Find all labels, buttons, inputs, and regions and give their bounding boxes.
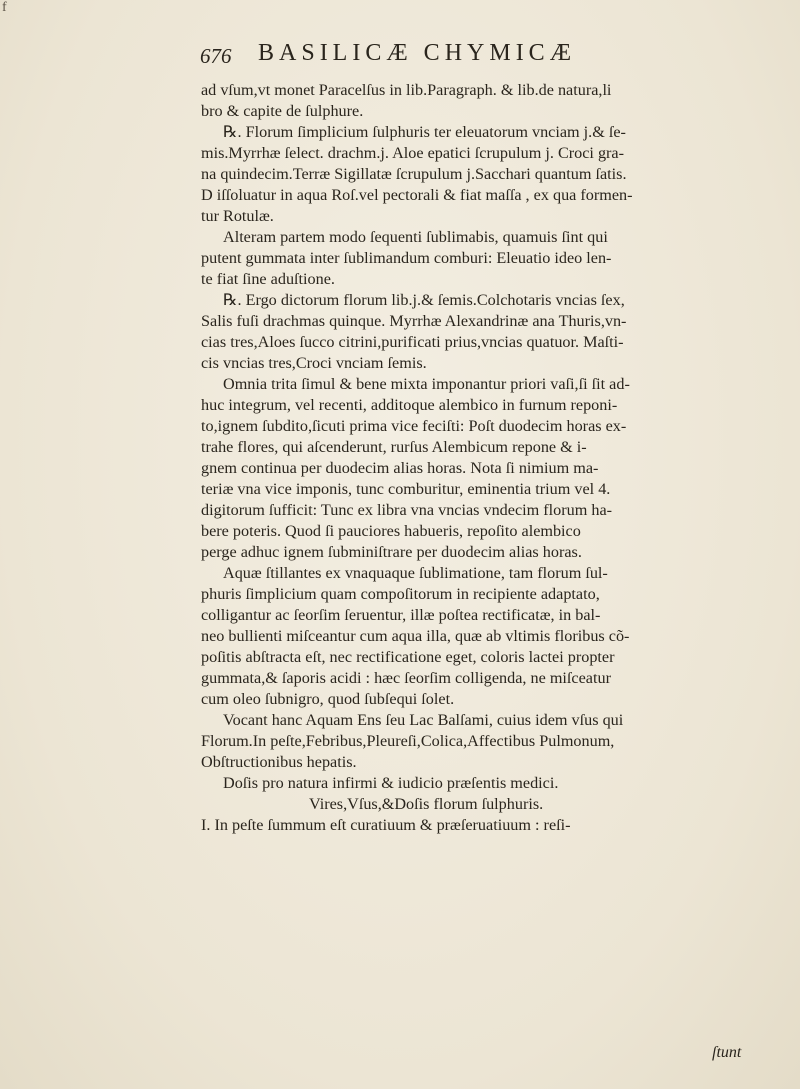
text-line: te fiat ſine aduſtione. — [201, 270, 335, 288]
text-line: Obſtructionibus hepatis. — [201, 753, 357, 771]
text-line: Vires,Vſus,&Doſis florum ſulphuris. — [309, 795, 544, 813]
text-line: cum oleo ſubnigro, quod ſubſequi ſolet. — [201, 690, 455, 708]
text-line: teriæ vna vice imponis, tunc comburitur, eminentia trium vel 4. — [201, 480, 611, 498]
text-line: Omnia trita ſimul & bene mixta imponantur priori vaſi,ſi ſit ad- — [223, 375, 630, 393]
text-line: neo bullienti miſceantur cum aqua illa, quæ ab vltimis floribus cõ- — [201, 627, 630, 645]
text-line: Vocant hanc Aquam Ens ſeu Lac Balſami, cuius idem vſus qui — [223, 711, 624, 729]
text-line: huc integrum, vel recenti, additoque alembico in furnum reponi- — [201, 396, 618, 414]
text-line: ℞. Ergo dictorum florum lib.j.& ſemis.Colchotaris vncias ſex, — [223, 291, 625, 309]
text-line: cis vncias tres,Croci vnciam ſemis. — [201, 354, 427, 372]
text-line: cias tres,Aloes ſucco citrini,purificati prius,vncias quatuor. Maſti- — [201, 333, 624, 351]
catchword: ſtunt — [712, 1044, 742, 1061]
text-line: bere poteris. Quod ſi pauciores habueris, repoſito alembico — [201, 522, 581, 540]
text-line: Salis fuſi drachmas quinque. Myrrhæ Alexandrinæ ana Thuris,vn- — [201, 312, 627, 330]
text-line: Doſis pro natura infirmi & iudicio præſentis medici. — [223, 774, 559, 792]
text-line: poſitis abſtracta eſt, nec rectificatione eget, coloris lactei propter — [201, 648, 615, 666]
text-line: gnem continua per duodecim alias horas. Nota ſi nimium ma- — [201, 459, 599, 477]
text-line: bro & capite de ſulphure. — [201, 102, 364, 120]
running-title: BASILICÆ CHYMICÆ — [258, 40, 577, 66]
body-text — [201, 80, 768, 836]
text-line: mis.Myrrhæ ſelect. drachm.j. Aloe epatici ſcrupulum j. Croci gra- — [201, 144, 625, 162]
page-number: 676 — [200, 44, 232, 68]
text-line: ad vſum,vt monet Paracelſus in lib.Paragraph. & lib.de natura,li — [201, 81, 612, 99]
text-line: ℞. Florum ſimplicium ſulphuris ter eleuatorum vnciam j.& ſe- — [223, 123, 626, 141]
text-line: putent gummata inter ſublimandum comburi: Eleuatio ideo len- — [201, 249, 612, 267]
text-line: trahe flores, qui aſcenderunt, rurſus Alembicum repone & i- — [201, 438, 587, 456]
text-line: D iſſoluatur in aqua Roſ.vel pectorali & fiat maſſa , ex qua formen- — [201, 186, 633, 204]
text-line: I. In peſte ſummum eſt curatiuum & præſeruatiuum : reſi- — [201, 816, 571, 834]
text-line: Aquæ ſtillantes ex vnaquaque ſublimatione, tam florum ſul- — [223, 564, 608, 582]
text-line: colligantur ac ſeorſim ſeruentur, illæ poſtea rectificatæ, in bal- — [201, 606, 601, 624]
text-line: to,ignem ſubdito,ſicuti prima vice feciſti: Poſt duodecim horas ex- — [201, 417, 627, 435]
text-line: Florum.In peſte,Febribus,Pleureſi,Colica,Affectibus Pulmonum, — [201, 732, 615, 750]
text-line: digitorum ſufficit: Tunc ex libra vna vncias vndecim florum ha- — [201, 501, 613, 519]
text-line: na quindecim.Terræ Sigillatæ ſcrupulum j.Sacchari quantum ſatis. — [201, 165, 627, 183]
text-line: phuris ſimplicium quam compoſitorum in recipiente adaptato, — [201, 585, 600, 603]
margin-ink-mark: f — [2, 0, 7, 15]
text-line: gummata,& ſaporis acidi : hæc ſeorſim colligenda, ne miſceatur — [201, 669, 611, 687]
text-line: tur Rotulæ. — [201, 207, 274, 225]
text-line: Alteram partem modo ſequenti ſublimabis, quamuis ſint qui — [223, 228, 608, 246]
text-line: perge adhuc ignem ſubminiſtrare per duodecim alias horas. — [201, 543, 582, 561]
